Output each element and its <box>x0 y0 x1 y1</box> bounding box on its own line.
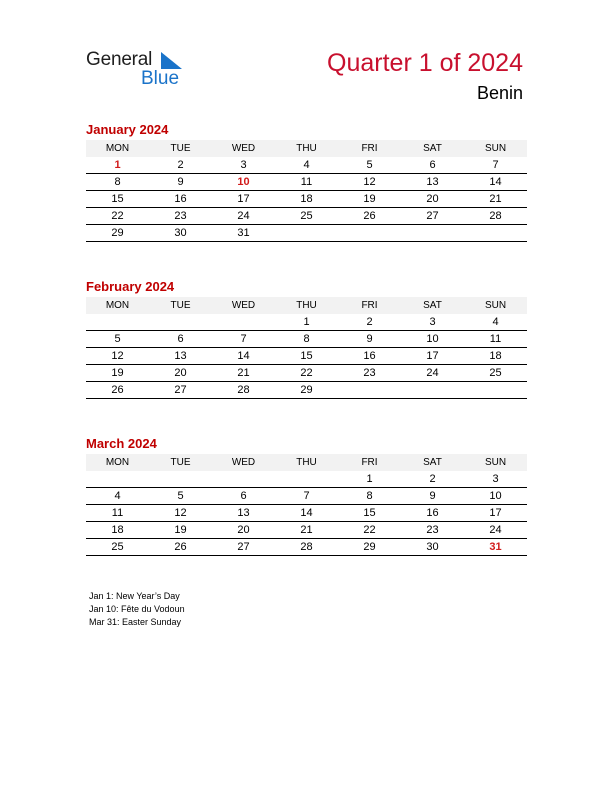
day-cell: 18 <box>111 524 124 536</box>
day-cell: 2 <box>366 316 373 328</box>
day-cell: 21 <box>300 524 313 536</box>
day-cell: 3 <box>492 473 499 485</box>
week-row <box>86 505 527 522</box>
day-cell: 11 <box>300 176 313 188</box>
day-cell: 12 <box>363 176 376 188</box>
weekday-label: SUN <box>484 457 507 468</box>
week-row <box>86 331 527 348</box>
day-cell: 24 <box>237 210 250 222</box>
week-row <box>86 157 527 174</box>
day-cell: 5 <box>366 159 373 171</box>
weekday-label: TUE <box>170 457 191 468</box>
day-cell: 11 <box>489 333 502 345</box>
day-cell <box>212 314 275 330</box>
day-cell: 13 <box>426 176 439 188</box>
weekday-label: SAT <box>423 143 442 154</box>
holiday-item: Jan 1: New Year’s Day <box>89 591 180 601</box>
day-cell: 26 <box>174 541 187 553</box>
day-cell: 18 <box>300 193 313 205</box>
brand-logo <box>86 49 186 91</box>
day-cell: 7 <box>303 490 310 502</box>
logo-word-general: General <box>86 49 153 70</box>
page-title: Quarter 1 of 2024 <box>327 49 523 77</box>
weekday-label: THU <box>296 300 317 311</box>
day-cell: 23 <box>174 210 187 222</box>
day-cell: 3 <box>429 316 436 328</box>
day-cell <box>338 225 401 241</box>
day-cell: 28 <box>300 541 313 553</box>
day-cell: 14 <box>489 176 502 188</box>
day-cell: 9 <box>429 490 436 502</box>
day-cell: 3 <box>240 159 247 171</box>
day-cell: 29 <box>363 541 376 553</box>
weekday-label: SUN <box>484 143 507 154</box>
day-cell: 31 <box>489 541 502 553</box>
day-cell: 15 <box>111 193 124 205</box>
day-cell: 23 <box>426 524 439 536</box>
day-cell: 27 <box>426 210 439 222</box>
month-title: February 2024 <box>86 279 175 294</box>
weekday-label: MON <box>105 457 130 468</box>
day-cell: 9 <box>366 333 373 345</box>
day-cell: 16 <box>174 193 187 205</box>
day-cell: 7 <box>240 333 247 345</box>
logo-triangle-icon <box>161 52 182 69</box>
day-cell <box>275 471 338 487</box>
weekday-label: MON <box>105 300 130 311</box>
day-cell: 8 <box>366 490 373 502</box>
day-cell: 4 <box>303 159 310 171</box>
weekday-label: FRI <box>361 457 378 468</box>
day-cell: 20 <box>174 367 187 379</box>
weekday-label: MON <box>105 143 130 154</box>
day-cell: 1 <box>114 159 121 171</box>
day-cell: 4 <box>492 316 499 328</box>
day-cell: 29 <box>300 384 313 396</box>
holiday-list <box>89 590 185 629</box>
weekday-header <box>86 297 527 314</box>
week-row <box>86 382 527 399</box>
day-cell: 31 <box>237 227 250 239</box>
day-cell: 29 <box>111 227 124 239</box>
day-cell: 10 <box>489 490 502 502</box>
week-row <box>86 314 527 331</box>
weekday-label: THU <box>296 143 317 154</box>
day-cell: 19 <box>111 367 124 379</box>
week-row <box>86 488 527 505</box>
week-row <box>86 471 527 488</box>
day-cell: 20 <box>426 193 439 205</box>
day-cell: 10 <box>426 333 439 345</box>
day-cell: 23 <box>363 367 376 379</box>
day-cell: 5 <box>177 490 184 502</box>
day-cell <box>149 471 212 487</box>
day-cell <box>86 471 149 487</box>
day-cell: 24 <box>426 367 439 379</box>
day-cell: 6 <box>177 333 184 345</box>
weekday-label: TUE <box>170 300 191 311</box>
day-cell: 17 <box>489 507 502 519</box>
weekday-label: THU <box>296 457 317 468</box>
weekday-label: FRI <box>361 300 378 311</box>
day-cell: 15 <box>363 507 376 519</box>
week-row <box>86 522 527 539</box>
month-calendar <box>86 121 527 242</box>
weekday-label: SAT <box>423 300 442 311</box>
day-cell: 16 <box>363 350 376 362</box>
weekday-label: SUN <box>484 300 507 311</box>
day-cell: 10 <box>237 176 250 188</box>
day-cell: 18 <box>489 350 502 362</box>
month-calendar <box>86 278 527 399</box>
day-cell <box>464 382 527 398</box>
day-cell: 12 <box>111 350 124 362</box>
week-row <box>86 225 527 242</box>
day-cell: 13 <box>174 350 187 362</box>
day-cell: 12 <box>174 507 187 519</box>
day-cell <box>86 314 149 330</box>
weekday-label: WED <box>231 300 256 311</box>
day-cell: 22 <box>111 210 124 222</box>
day-cell <box>401 225 464 241</box>
day-cell: 13 <box>237 507 250 519</box>
weekday-label: FRI <box>361 143 378 154</box>
day-cell: 1 <box>303 316 310 328</box>
week-row <box>86 208 527 225</box>
day-cell: 21 <box>489 193 502 205</box>
day-cell: 24 <box>489 524 502 536</box>
day-cell: 1 <box>366 473 373 485</box>
day-cell: 22 <box>363 524 376 536</box>
day-cell: 8 <box>303 333 310 345</box>
weekday-header <box>86 140 527 157</box>
day-cell: 27 <box>237 541 250 553</box>
day-cell <box>212 471 275 487</box>
week-row <box>86 174 527 191</box>
month-calendar <box>86 435 527 556</box>
weekday-label: SAT <box>423 457 442 468</box>
logo-word-blue: Blue <box>141 68 180 89</box>
day-cell: 7 <box>492 159 499 171</box>
week-row <box>86 348 527 365</box>
day-cell: 9 <box>177 176 184 188</box>
holiday-item: Mar 31: Easter Sunday <box>89 617 182 627</box>
day-cell: 11 <box>111 507 124 519</box>
day-cell: 30 <box>174 227 187 239</box>
week-row <box>86 539 527 556</box>
holiday-item: Jan 10: Fête du Vodoun <box>89 604 185 614</box>
day-cell: 5 <box>114 333 121 345</box>
day-cell: 30 <box>426 541 439 553</box>
day-cell <box>275 225 338 241</box>
day-cell: 2 <box>429 473 436 485</box>
day-cell: 19 <box>174 524 187 536</box>
day-cell: 17 <box>426 350 439 362</box>
day-cell: 4 <box>114 490 121 502</box>
day-cell: 17 <box>237 193 250 205</box>
day-cell: 6 <box>240 490 247 502</box>
day-cell: 21 <box>237 367 250 379</box>
country-name: Benin <box>476 83 523 103</box>
day-cell: 26 <box>111 384 124 396</box>
month-title: March 2024 <box>86 436 157 451</box>
day-cell: 15 <box>300 350 313 362</box>
month-title: January 2024 <box>86 122 169 137</box>
day-cell: 25 <box>489 367 502 379</box>
day-cell: 22 <box>300 367 313 379</box>
weekday-header <box>86 454 527 471</box>
day-cell <box>149 314 212 330</box>
day-cell: 14 <box>300 507 313 519</box>
week-row <box>86 191 527 208</box>
week-row <box>86 365 527 382</box>
day-cell: 26 <box>363 210 376 222</box>
day-cell: 25 <box>300 210 313 222</box>
weekday-label: TUE <box>170 143 191 154</box>
day-cell: 16 <box>426 507 439 519</box>
weekday-label: WED <box>231 143 256 154</box>
day-cell: 27 <box>174 384 187 396</box>
day-cell: 19 <box>363 193 376 205</box>
day-cell: 8 <box>114 176 121 188</box>
day-cell: 2 <box>177 159 184 171</box>
day-cell: 28 <box>237 384 250 396</box>
day-cell <box>464 225 527 241</box>
day-cell <box>338 382 401 398</box>
day-cell: 6 <box>429 159 436 171</box>
day-cell <box>401 382 464 398</box>
weekday-label: WED <box>231 457 256 468</box>
day-cell: 20 <box>237 524 250 536</box>
day-cell: 14 <box>237 350 250 362</box>
day-cell: 25 <box>111 541 124 553</box>
day-cell: 28 <box>489 210 502 222</box>
